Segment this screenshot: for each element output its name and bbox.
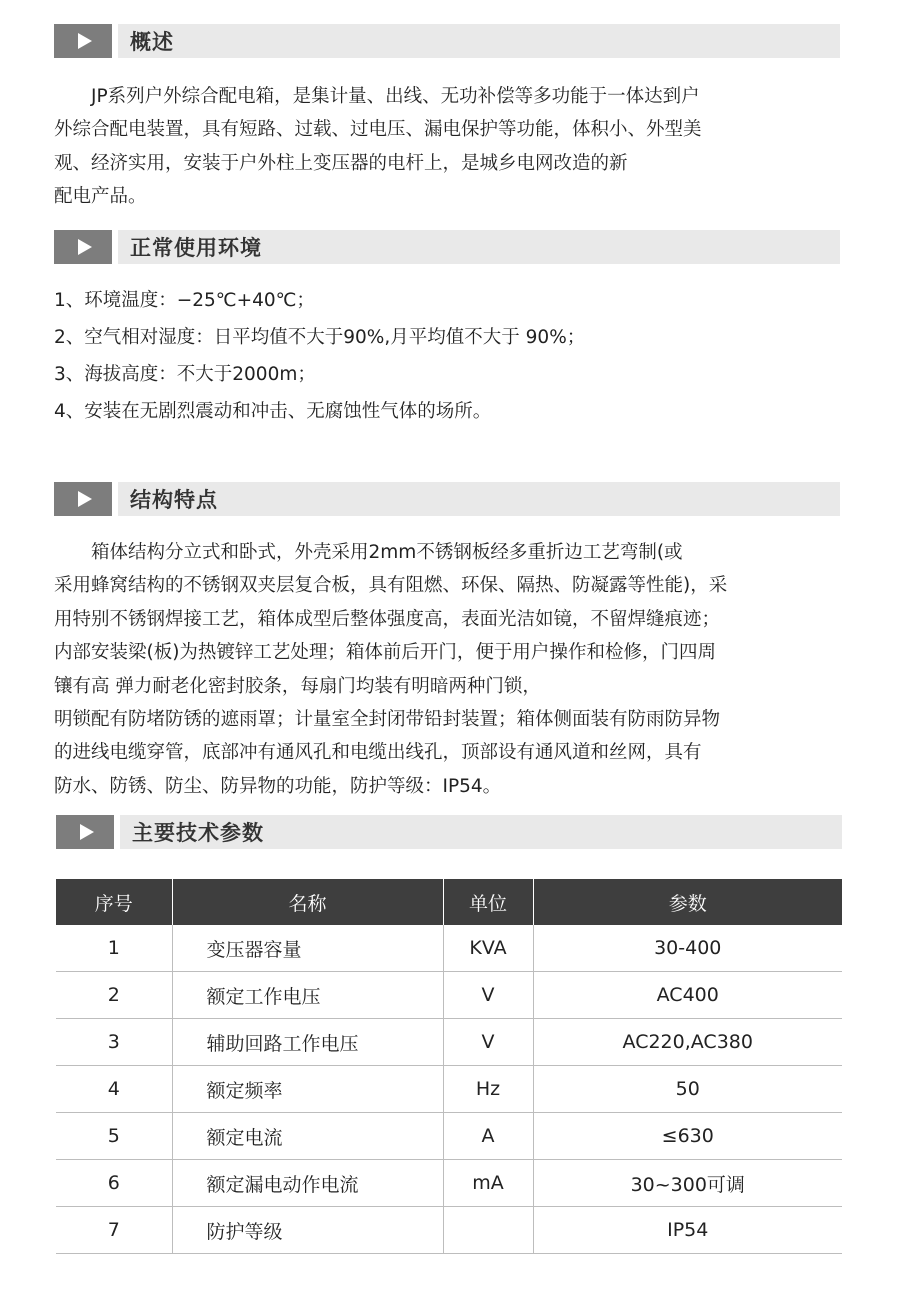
- overview-line: 配电产品。: [54, 186, 147, 208]
- section-marker: [56, 815, 114, 849]
- list-item: 3、海拔高度：不大于2000m；: [54, 364, 316, 385]
- cell-value: AC220,AC380: [533, 1019, 842, 1066]
- cell-value: 30~300可调: [533, 1160, 842, 1207]
- cell-value: AC400: [533, 972, 842, 1019]
- section-title-environment: 正常使用环境: [130, 236, 262, 260]
- structure-line: 镶有高 弹力耐老化密封胶条，每扇门均装有明暗两种门锁，: [54, 675, 541, 697]
- section-header-environment: [54, 230, 840, 264]
- structure-line: 用特别不锈钢焊接工艺，箱体成型后整体强度高，表面光洁如镜，不留焊缝痕迹；: [54, 608, 721, 630]
- cell-unit: A: [443, 1113, 533, 1160]
- structure-line: 的进线电缆穿管，底部冲有通风孔和电缆出线孔，顶部设有通风道和丝网，具有: [54, 742, 702, 764]
- play-triangle-icon: [78, 33, 92, 49]
- cell-unit: V: [443, 972, 533, 1019]
- cell-value: IP54: [533, 1207, 842, 1254]
- table-row: [56, 972, 842, 1019]
- overview-line: 外综合配电装置，具有短路、过载、过电压、漏电保护等功能，体积小、外型美: [54, 119, 702, 141]
- cell-value: 30-400: [533, 925, 842, 972]
- cell-unit: [443, 1207, 533, 1254]
- section-header-structure: [54, 482, 840, 516]
- structure-line: 防水、防锈、防尘、防异物的功能，防护等级：IP54。: [54, 775, 502, 797]
- cell-unit: Hz: [443, 1066, 533, 1113]
- table-header-row: [56, 879, 842, 925]
- column-header-value: 参数: [533, 879, 842, 925]
- structure-line: 明锁配有防堵防锈的遮雨罩；计量室全封闭带铅封装置；箱体侧面装有防雨防异物: [54, 709, 721, 731]
- cell-index: 4: [56, 1066, 172, 1113]
- cell-index: 1: [56, 925, 172, 972]
- cell-name: 额定频率: [172, 1066, 443, 1113]
- overview-paragraph: [54, 80, 844, 214]
- column-header-unit: 单位: [443, 879, 533, 925]
- section-header-params: [56, 815, 842, 849]
- cell-name: 额定漏电动作电流: [172, 1160, 443, 1207]
- table-row: [56, 1207, 842, 1254]
- play-triangle-icon: [78, 239, 92, 255]
- structure-line: 内部安装梁(板)为热镀锌工艺处理；箱体前后开门，便于用户操作和检修，门四周: [54, 642, 716, 664]
- section-header-overview: [54, 24, 840, 58]
- cell-index: 3: [56, 1019, 172, 1066]
- cell-index: 7: [56, 1207, 172, 1254]
- section-title-overview: 概述: [130, 30, 174, 54]
- cell-index: 6: [56, 1160, 172, 1207]
- cell-index: 2: [56, 972, 172, 1019]
- environment-list: [54, 282, 844, 430]
- cell-unit: V: [443, 1019, 533, 1066]
- column-header-index: 序号: [56, 879, 172, 925]
- cell-unit: mA: [443, 1160, 533, 1207]
- section-marker: [54, 482, 112, 516]
- list-item: 1、环境温度：−25℃+40℃；: [54, 290, 315, 311]
- section-marker: [54, 24, 112, 58]
- structure-line: 箱体结构分立式和卧式，外壳采用2mm不锈钢板经多重折边工艺弯制(或: [91, 542, 683, 563]
- cell-name: 变压器容量: [172, 925, 443, 972]
- cell-name: 额定工作电压: [172, 972, 443, 1019]
- overview-line: 观、经济实用，安装于户外柱上变压器的电杆上，是城乡电网改造的新: [54, 152, 628, 174]
- play-triangle-icon: [80, 824, 94, 840]
- table-row: [56, 1066, 842, 1113]
- table-row: [56, 1019, 842, 1066]
- cell-name: 额定电流: [172, 1113, 443, 1160]
- cell-name: 辅助回路工作电压: [172, 1019, 443, 1066]
- structure-paragraph: [54, 536, 844, 803]
- column-header-name: 名称: [172, 879, 443, 925]
- structure-line: 采用蜂窝结构的不锈钢双夹层复合板，具有阻燃、环保、隔热、防凝露等性能)，采: [54, 575, 728, 597]
- cell-unit: KVA: [443, 925, 533, 972]
- table-row: [56, 1113, 842, 1160]
- play-triangle-icon: [78, 491, 92, 507]
- table-row: [56, 1160, 842, 1207]
- list-item: 4、安装在无剧烈震动和冲击、无腐蚀性气体的场所。: [54, 401, 492, 422]
- cell-name: 防护等级: [172, 1207, 443, 1254]
- cell-index: 5: [56, 1113, 172, 1160]
- section-marker: [54, 230, 112, 264]
- table-row: [56, 925, 842, 972]
- params-table: [56, 879, 842, 1254]
- cell-value: ≤630: [533, 1113, 842, 1160]
- overview-line: JP系列户外综合配电箱，是集计量、出线、无功补偿等多功能于一体达到户: [91, 86, 700, 107]
- cell-value: 50: [533, 1066, 842, 1113]
- section-title-structure: 结构特点: [130, 488, 218, 512]
- section-title-params: 主要技术参数: [132, 821, 264, 845]
- list-item: 2、空气相对湿度：日平均值不大于90%,月平均值不大于 90%；: [54, 327, 586, 348]
